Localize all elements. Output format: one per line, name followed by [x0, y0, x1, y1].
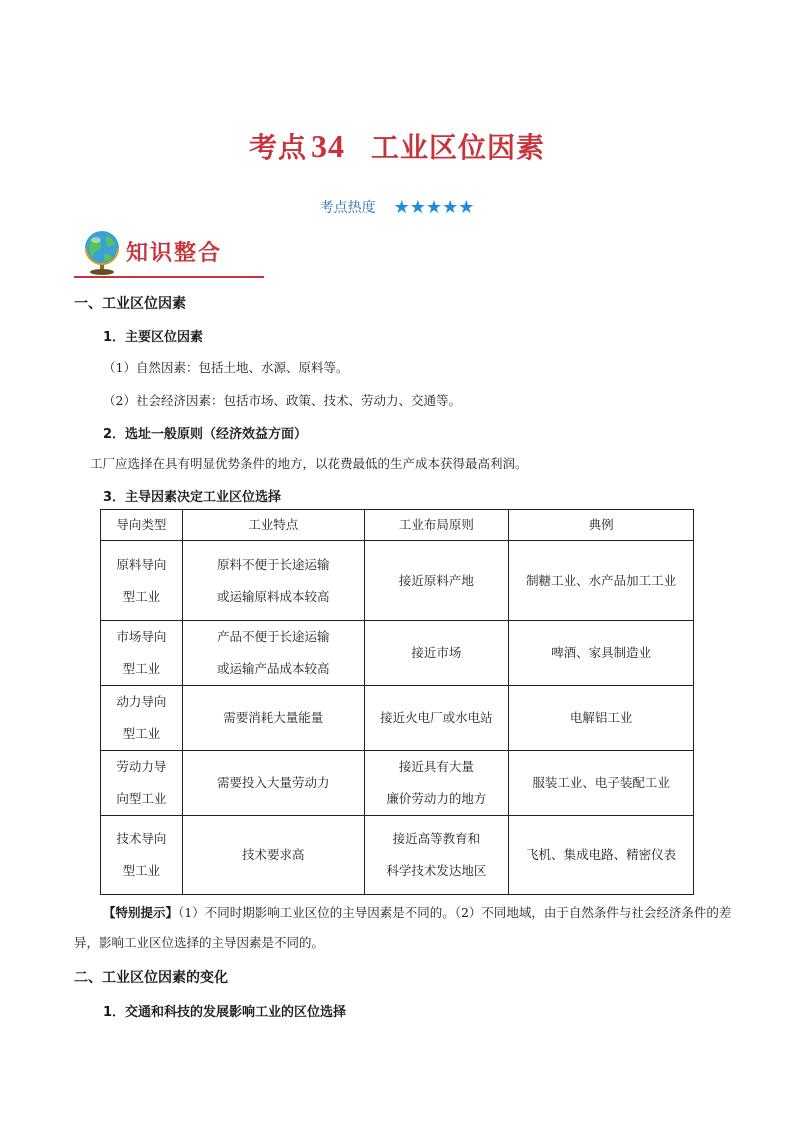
table-cell-example: 飞机、集成电路、精密仪表 — [509, 816, 694, 895]
table-cell-feature: 技术要求高 — [182, 816, 364, 895]
table-cell-principle: 接近具有大量 廉价劳动力的地方 — [364, 751, 509, 816]
title-prefix: 考点 — [248, 131, 307, 164]
table-header: 工业特点 — [182, 510, 364, 541]
table-cell-feature: 原料不便于长途运输 或运输原料成本较高 — [182, 541, 364, 621]
location-factors-table — [100, 509, 694, 895]
table-cell-principle: 接近火电厂或水电站 — [364, 686, 509, 751]
table-cell-example: 电解铝工业 — [509, 686, 694, 751]
table-cell-feature: 需要消耗大量能量 — [182, 686, 364, 751]
section1-sub3: 3．主导因素决定工业区位选择 — [103, 490, 282, 505]
title-text: 工业区位因素 — [371, 131, 546, 164]
table-cell-type: 动力导向 型工业 — [101, 686, 183, 751]
table-row — [101, 816, 694, 895]
table-header-row — [101, 510, 694, 541]
special-tip-text: （1）不同时期影响工业区位的主导因素是不同的。（2）不同地域，由于自然条件与社会经济条件的差异，影响工业区位选择的主导因素是不同的。 — [74, 905, 732, 950]
star-rating-icon: ★★★★★ — [393, 197, 475, 218]
section1-sub1: 1．主要区位因素 — [103, 330, 204, 345]
section1-para2: （2）社会经济因素：包括市场、政策、技术、劳动力、交通等。 — [103, 393, 461, 408]
table-row — [101, 686, 694, 751]
globe-icon — [80, 228, 124, 276]
page-title — [0, 126, 794, 166]
section2-sub1: 1．交通和科技的发展影响工业的区位选择 — [103, 1005, 347, 1020]
table-cell-type: 劳动力导 向型工业 — [101, 751, 183, 816]
banner-underline — [74, 276, 264, 278]
table-cell-example: 啤酒、家具制造业 — [509, 621, 694, 686]
special-tip — [74, 898, 734, 958]
table-cell-principle: 接近市场 — [364, 621, 509, 686]
table-header: 导向类型 — [101, 510, 183, 541]
section1-para1: （1）自然因素：包括土地、水源、原料等。 — [103, 360, 349, 375]
table-cell-feature: 需要投入大量劳动力 — [182, 751, 364, 816]
table-cell-example: 服装工业、电子装配工业 — [509, 751, 694, 816]
table-cell-type: 技术导向 型工业 — [101, 816, 183, 895]
table-cell-type: 市场导向 型工业 — [101, 621, 183, 686]
heat-rating — [0, 197, 794, 218]
section1-heading: 一、工业区位因素 — [74, 296, 186, 312]
table-cell-principle: 接近高等教育和 科学技术发达地区 — [364, 816, 509, 895]
heat-label: 考点热度 — [319, 200, 376, 216]
table-cell-example: 制糖工业、水产品加工工业 — [509, 541, 694, 621]
section2-heading: 二、工业区位因素的变化 — [74, 970, 228, 986]
table-header: 工业布局原则 — [364, 510, 509, 541]
table-row — [101, 621, 694, 686]
table-cell-type: 原料导向 型工业 — [101, 541, 183, 621]
title-number: 34 — [311, 128, 345, 164]
special-tip-label: 【特别提示】 — [103, 905, 179, 920]
section1-sub2: 2．选址一般原则（经济效益方面） — [103, 427, 308, 442]
section1-para3: 工厂应选择在具有明显优势条件的地方，以花费最低的生产成本获得最高利润。 — [90, 456, 528, 471]
table-header: 典例 — [509, 510, 694, 541]
table-cell-feature: 产品不便于长途运输 或运输产品成本较高 — [182, 621, 364, 686]
banner-title: 知识整合 — [126, 241, 223, 266]
table-cell-principle: 接近原料产地 — [364, 541, 509, 621]
section-banner — [74, 226, 264, 280]
table-row — [101, 541, 694, 621]
table-row — [101, 751, 694, 816]
